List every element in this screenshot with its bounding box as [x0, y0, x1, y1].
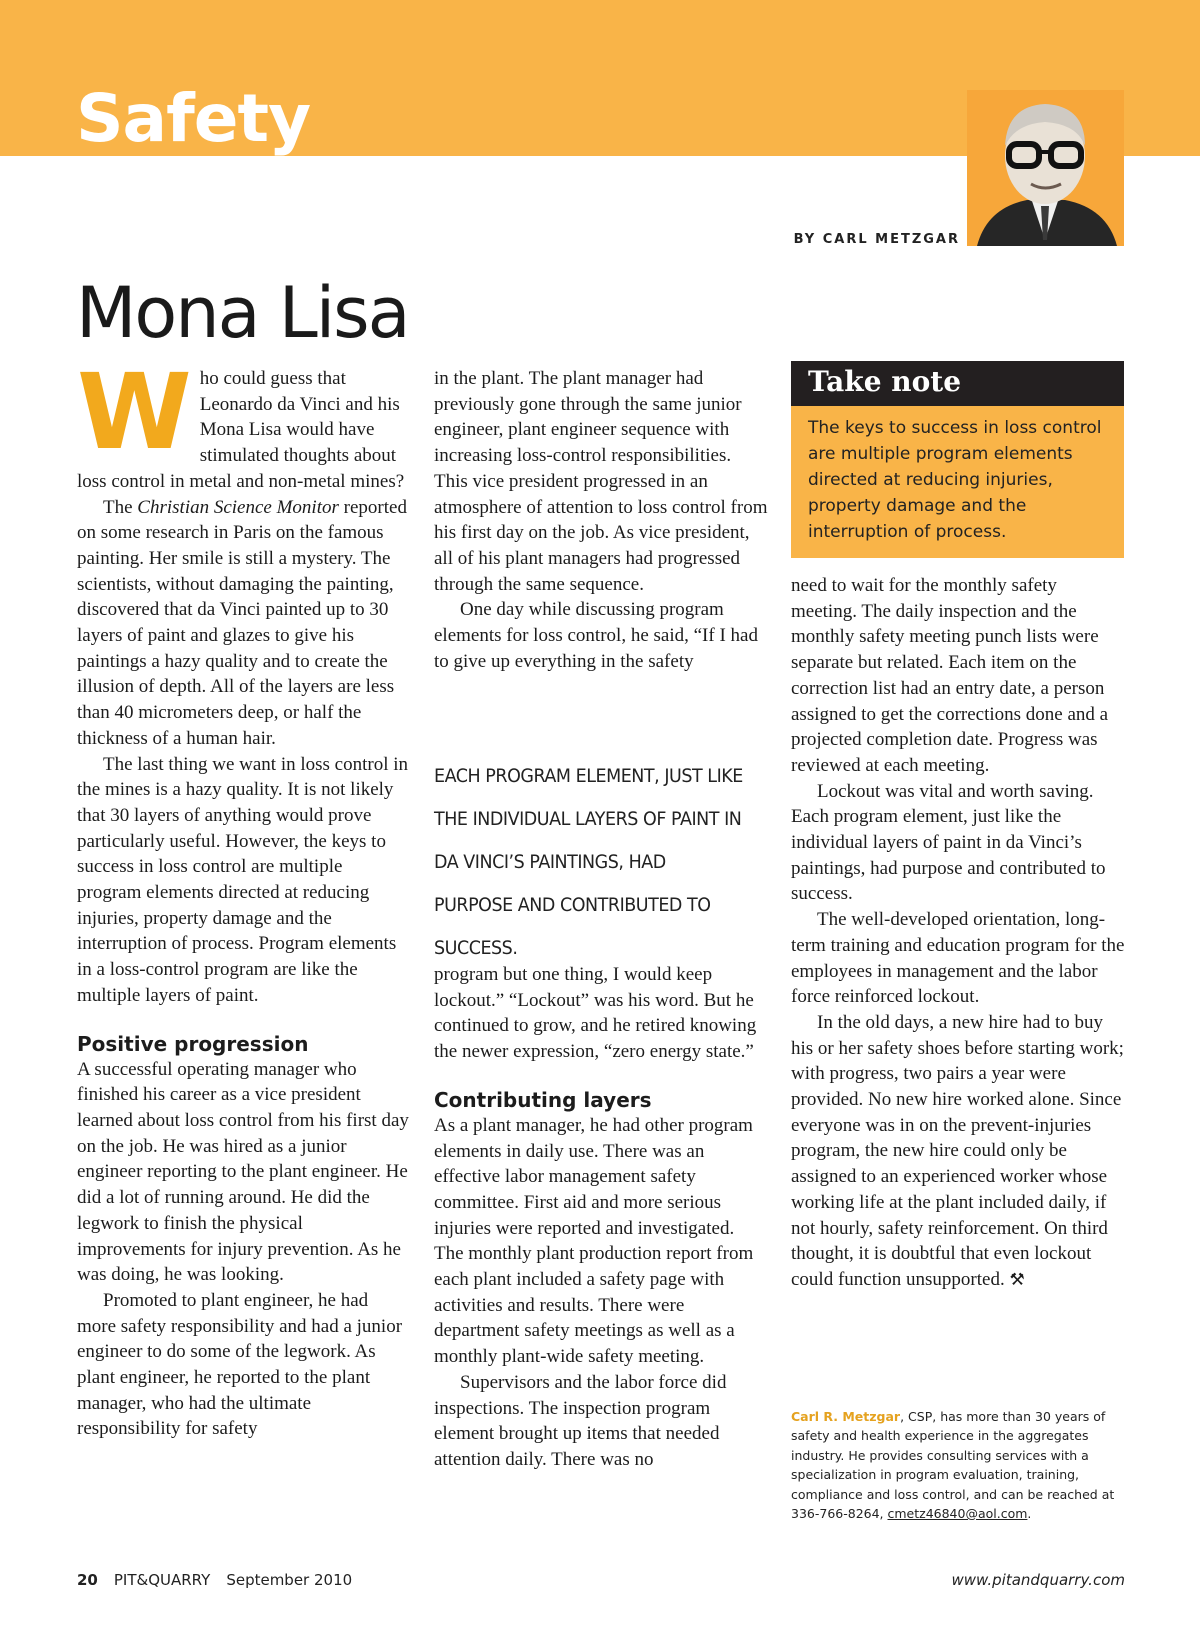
issue-date: September 2010: [226, 1571, 353, 1589]
column-3: [791, 573, 1125, 1294]
website-link[interactable]: www.pitandquarry.com: [951, 1571, 1125, 1589]
paragraph: Lockout was vital and worth saving. Each program element, just like the individual layers of paint in da Vinci’s paintings, had purpose and contributed to success.: [791, 780, 1106, 905]
take-note-box: [791, 406, 1124, 558]
bio-text: , CSP, has more than 30 years of safety and health experience in the aggregates industry. He provides consulting services with a specialization in program evaluation, training, compliance and loss control, and can be reached at 336-766-8264,: [791, 1409, 1115, 1522]
bio-name: Carl R. Metzgar: [791, 1409, 901, 1424]
paragraph: A successful operating manager who finished his career as a vice president learned about loss control from his first day on the job. He was hired as a junior engineer reporting to the plant engineer. He did a lot of running around. He did the legwork to finish the physical improvements for injury prevention. As he was doing, he was looking.: [77, 1058, 409, 1286]
paragraph: [77, 351, 410, 495]
page-number: 20: [77, 1571, 98, 1589]
article-title: Mona Lisa: [76, 272, 409, 354]
bio-end: .: [1027, 1506, 1032, 1522]
email-link[interactable]: cmetz46840@aol.com: [887, 1506, 1028, 1522]
paragraph: As a plant manager, he had other program elements in daily use. There was an effective labor management safety committee. First aid and more serious injuries were reported and investigated. The monthly plant production report from each plant included a safety page with activities and results. There were department safety meetings as well as a monthly plant-wide safety meeting.: [434, 1114, 754, 1368]
paragraph: need to wait for the monthly safety meeting. The daily inspection and the monthly safety meeting punch lists were separate but related. Each item on the correction list had an entry date, a person assigned to get the corrections done and a projected completion date. Progress was reviewed at each meeting.: [791, 575, 1109, 776]
paragraph-text: reported on some research in Paris on the famous painting. Her smile is still a mystery. The scientists, without damaging the painting, discovered that da Vinci painted up to 30 layers of paint and glazes to give his paintings a hazy quality and to create the illusion of depth. All of the layers are less than 40 micrometers deep, or half the thickness of a human hair.: [77, 496, 407, 749]
subhead: Positive progression: [77, 1031, 309, 1056]
author-portrait-icon: [967, 90, 1124, 246]
paragraph-text: The: [103, 496, 138, 518]
magazine-name: PIT&QUARRY: [113, 1571, 211, 1589]
pick-hammer-icon: ⚒: [1009, 1269, 1025, 1290]
author-photo: [967, 90, 1124, 246]
drop-cap: W: [77, 351, 192, 473]
column-1: [77, 351, 410, 1442]
paragraph: The well-developed orientation, long-term training and education program for the employees in management and the labor force reinforced lockout.: [791, 909, 1125, 1008]
take-note-title: Take note: [808, 365, 962, 398]
column-2-bottom: [434, 962, 768, 1473]
paragraph-text: In the old days, a new hire had to buy his or her safety shoes before starting work; with progress, two pairs a year were provided. No new hire worked alone. Since everyone was in on the prevent-injuries program, the new hire could only be assigned to an experienced worker whose working life at the plant included daily, if not hourly, safety reinforcement. On third thought, it is doubtful that even lockout could function unsupported.: [791, 1011, 1124, 1290]
paragraph: in the plant. The plant manager had previously gone through the same junior engineer, plant engineer sequence with increasing loss-control responsibilities. This vice president progressed in an atmosphere of attention to loss control from his first day on the job. As vice president, all of his plant managers had progressed through the same sequence.: [434, 368, 768, 595]
paragraph: One day while discussing program elements for loss control, he said, “If I had to give up everything in the safety: [434, 599, 758, 672]
byline: BY CARL METZGAR: [793, 232, 960, 247]
take-note-text: The keys to success in loss control are multiple program elements directed at reducing injuries, property damage and the interruption of process.: [808, 418, 1102, 542]
paragraph: [77, 495, 410, 752]
section-title: Safety: [76, 80, 311, 157]
author-bio: [791, 1407, 1124, 1523]
subhead: Contributing layers: [434, 1087, 652, 1112]
take-note-header: [791, 361, 1124, 406]
paragraph: [791, 1010, 1125, 1294]
paragraph: program but one thing, I would keep lockout.” “Lockout” was his word. But he continued to grow, and he retired knowing the newer expression, “zero energy state.”: [434, 964, 757, 1063]
pull-quote: EACH PROGRAM ELEMENT, JUST LIKE THE INDIVIDUAL LAYERS OF PAINT IN DA VINCI’S PAINTINGS, HAD PURPOSE AND CONTRIBUTED TO SUCCESS.: [434, 765, 743, 959]
column-2-top: [434, 366, 768, 674]
footer-left: [77, 1571, 352, 1589]
paragraph: The last thing we want in loss control in the mines is a hazy quality. It is not likely that 30 layers of anything would prove particularly useful. However, the keys to success in loss control are multiple program elements directed at reducing injuries, property damage and the interruption of process. Program elements in a loss-control program are like the multiple layers of paint.: [77, 753, 409, 1006]
paragraph: Supervisors and the labor force did inspections. The inspection program element brought up items that needed attention daily. There was no: [434, 1371, 727, 1470]
paragraph-text: ho could guess that Leonardo da Vinci and his Mona Lisa would have stimulated thoughts about loss control in metal and non-metal mines?: [77, 368, 405, 492]
paragraph: Promoted to plant engineer, he had more safety responsibility and had a junior engineer to do some of the legwork. As plant engineer, he reported to the plant manager, who had the ultimate responsibility for safety: [77, 1289, 403, 1440]
publication-name: Christian Science Monitor: [137, 496, 339, 518]
